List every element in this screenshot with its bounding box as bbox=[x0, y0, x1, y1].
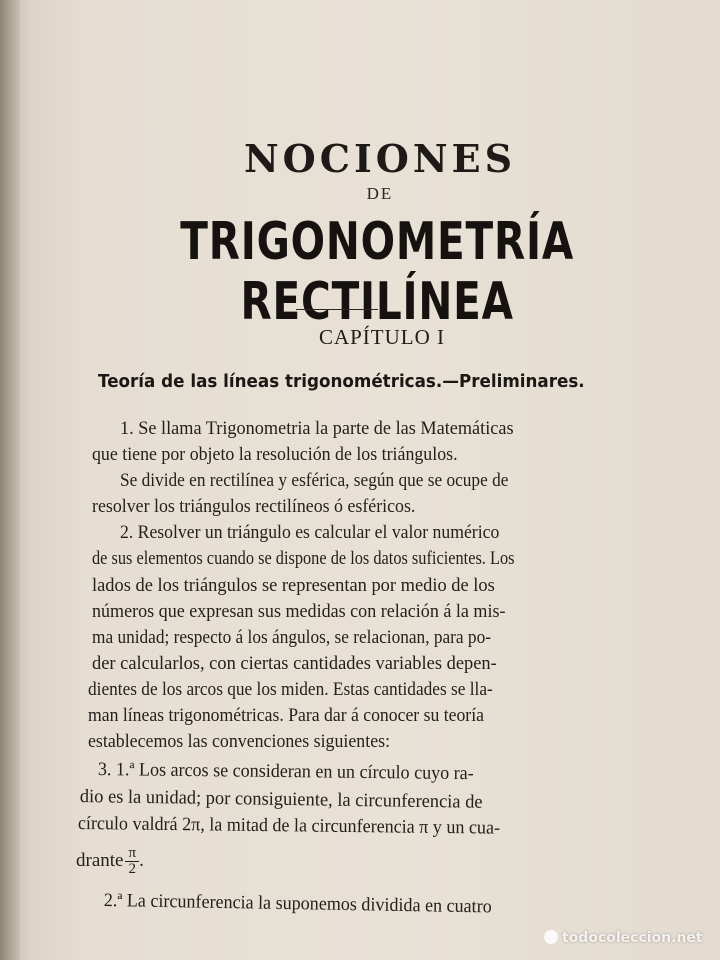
title-main: TRIGONOMETRÍA RECTILÍNEA bbox=[180, 212, 575, 332]
body-line-12: man líneas trigonométricas. Para dar á conocer su teoría bbox=[88, 705, 484, 726]
body-line-18: 2.ª La circunferencia la suponemos dividida en cuatro bbox=[103, 890, 492, 918]
title-de: DE bbox=[366, 184, 394, 203]
watermark-logo-icon bbox=[544, 930, 558, 944]
body-line-4: resolver los triángulos rectilíneos ó esféricos. bbox=[92, 496, 416, 517]
watermark bbox=[544, 930, 703, 946]
fraction-numerator: π bbox=[125, 846, 139, 862]
body-line-11: dientes de los arcos que los miden. Estas cantidades se lla- bbox=[88, 679, 493, 700]
body-line-16: círculo valdrá 2π, la mitad de la circunferencia π y un cua- bbox=[77, 813, 501, 839]
body-line-13: establecemos las convenciones siguientes: bbox=[88, 731, 391, 752]
pi-over-2-fraction bbox=[125, 846, 139, 877]
body-line-15: dio es la unidad; por consiguiente, la circunferencia de bbox=[79, 786, 483, 813]
body-line-14: 3. 1.ª Los arcos se consideran en un círculo cuyo ra- bbox=[97, 759, 474, 785]
body-line-7: lados de los triángulos se representan por medio de los bbox=[92, 575, 495, 596]
body-line-3: Se divide en rectilínea y esférica, según que se ocupe de bbox=[120, 470, 509, 491]
fraction-suffix: . bbox=[139, 849, 144, 871]
fraction-denominator: 2 bbox=[128, 861, 137, 877]
chapter-heading: CAPÍTULO I bbox=[318, 325, 446, 349]
title-divider bbox=[296, 309, 378, 310]
body-line-1: 1. Se llama Trigonometria la parte de las Matemáticas bbox=[120, 418, 514, 439]
body-line-17-text: drante bbox=[76, 849, 124, 871]
section-heading: Teoría de las líneas trigonométricas.—Preliminares. bbox=[98, 371, 585, 392]
watermark-text: todocoleccion.net bbox=[562, 930, 703, 946]
body-line-9: ma unidad; respecto á los ángulos, se relacionan, para po- bbox=[92, 627, 491, 648]
body-line-6: de sus elementos cuando se dispone de los datos suficientes. Los bbox=[92, 548, 515, 569]
body-line-5: 2. Resolver un triángulo es calcular el valor numérico bbox=[120, 522, 500, 543]
body-line-17 bbox=[76, 846, 144, 877]
body-line-10: der calcularlos, con ciertas cantidades variables depen- bbox=[92, 653, 497, 674]
body-line-8: números que expresan sus medidas con relación á la mis- bbox=[92, 601, 506, 622]
body-line-2: que tiene por objeto la resolución de los triángulos. bbox=[92, 444, 458, 465]
title-nociones: NOCIONES bbox=[243, 136, 517, 181]
